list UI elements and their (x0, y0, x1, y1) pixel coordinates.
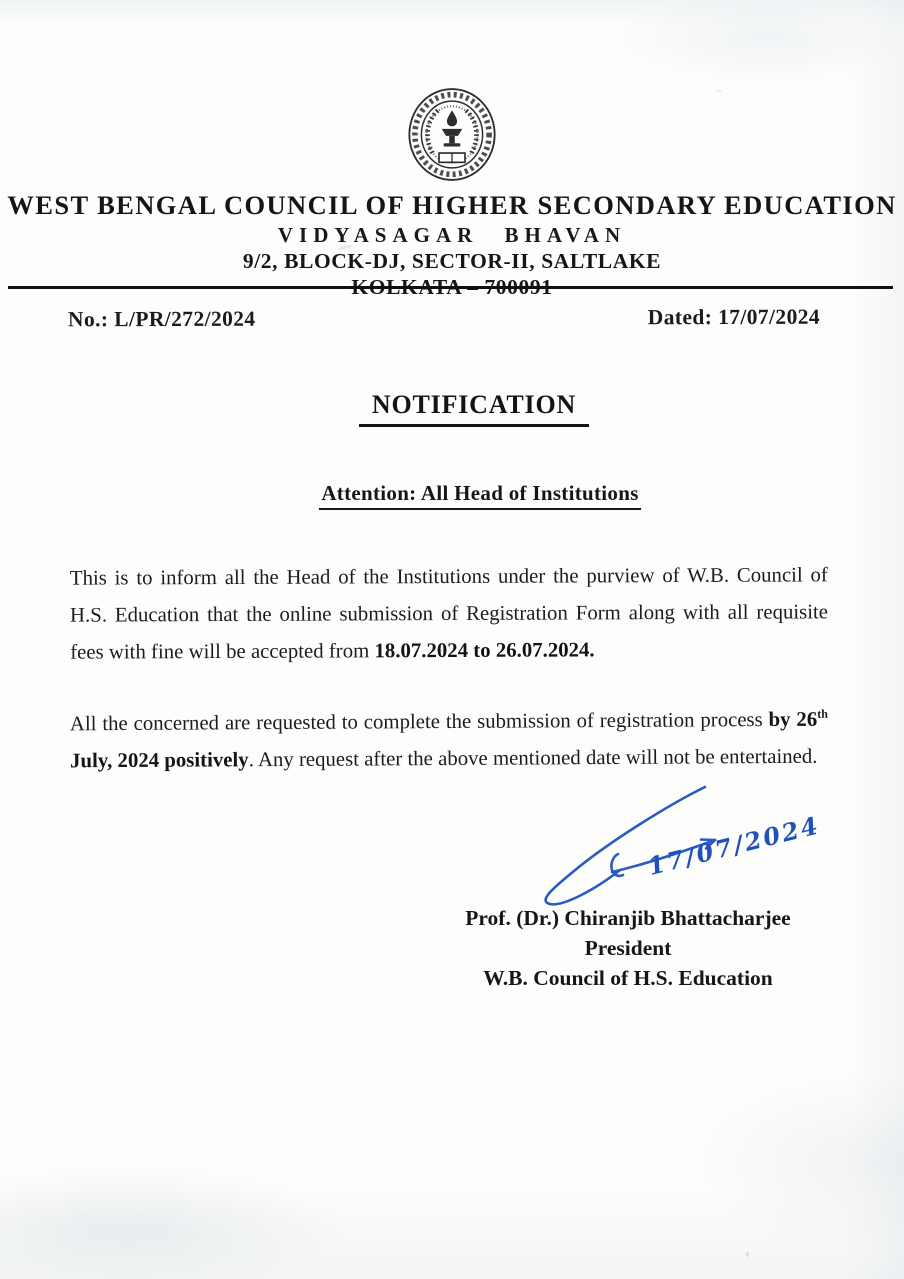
handwritten-date: 17/07/2024 (644, 810, 823, 881)
lamp-icon (442, 110, 462, 146)
open-book-icon (439, 153, 465, 162)
paragraph-2-deadline-bold: by 26 (768, 707, 818, 732)
signatory-name: Prof. (Dr.) Chiranjib Bhattacharjee (465, 906, 791, 930)
header-divider (8, 286, 893, 289)
wbchse-emblem-logo (401, 86, 503, 183)
signature-block (422, 903, 834, 993)
attention-heading: Attention: All Head of Institutions (319, 481, 640, 510)
memo-number: No.: L/PR/272/2024 (67, 306, 256, 332)
ordinal-suffix: th (817, 706, 828, 721)
letterhead (0, 86, 904, 300)
org-name: WEST BENGAL COUNCIL OF HIGHER SECONDARY EDUCATION (7, 190, 897, 220)
city-line: KOLKATA – 700091 (351, 275, 553, 299)
council-seal-icon (401, 86, 503, 183)
scan-speck (746, 1252, 749, 1257)
signatory-organization: W.B. Council of H.S. Education (483, 966, 773, 990)
paragraph-1-text: This is to inform all the Head of the Institutions under the purview of W.B. Council of H.S. Education that the online submission of Registration Form along with all requisite fees with fine will be accepted from (69, 563, 829, 664)
memo-date: Dated: 17/07/2024 (647, 304, 821, 330)
paragraph-deadline (70, 701, 828, 780)
reference-row (68, 305, 820, 333)
paragraph-registration-window (70, 556, 828, 670)
paragraph-2-deadline-bold-cont: July, 2024 positively (70, 748, 249, 773)
paragraph-2-text-end: . Any request after the above mentioned date will not be entertained. (248, 744, 818, 772)
signatory-designation: President (584, 936, 672, 960)
building-name: VIDYASAGAR BHAVAN (277, 223, 627, 247)
address-line: 9/2, BLOCK-DJ, SECTOR-II, SALTLAKE (242, 249, 662, 273)
paragraph-1-dates-bold: 18.07.2024 to 26.07.2024. (374, 638, 595, 663)
notification-title: NOTIFICATION (359, 390, 589, 427)
paragraph-2-text-start: All the concerned are requested to complete the submission of registration process (69, 708, 769, 736)
